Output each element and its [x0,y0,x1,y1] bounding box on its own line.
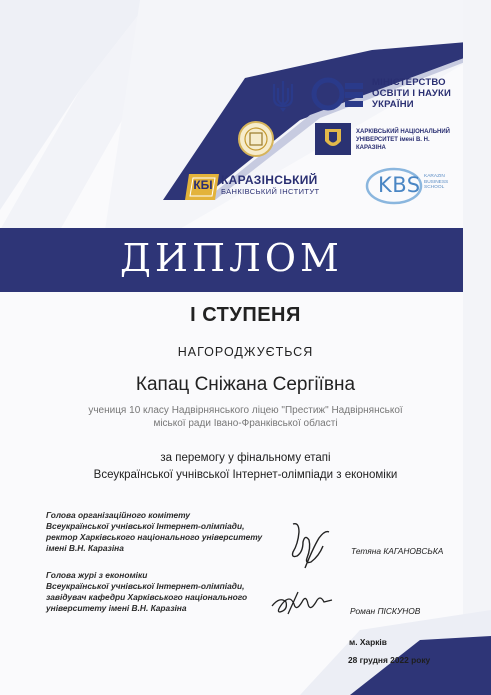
university-crest-icon [313,121,353,157]
degree-heading: І СТУПЕНЯ [190,304,301,326]
victory-text [0,450,491,484]
signatory-1-line-1: Голова організаційного комітету [46,510,191,520]
university-line-2: УНІВЕРСИТЕТ імені В. Н. КАРАЗІНА [356,137,430,151]
ministry-mark-icon [311,77,369,111]
kbs-name [424,174,464,191]
trident-icon [268,78,298,114]
signatory-1-name: Тетяна КАГАНОВСЬКА [351,546,444,556]
ministry-name [372,77,462,110]
signatory-1-line-4: імені В.Н. Каразіна [46,543,124,553]
ministry-line-1: МІНІСТЕРСТВО [372,77,446,88]
kbs-mark: KBS [378,173,421,197]
signatory-1-title [46,510,286,554]
awarded-label: НАГОРОДЖУЄТЬСЯ [177,345,314,359]
diploma-title: ДИПЛОМ [120,236,343,280]
signatory-2-line-1: Голова журі з економіки [46,570,148,580]
kbi-mark: КБІ [193,178,213,192]
ministry-line-3: УКРАЇНИ [372,99,414,110]
issue-date: 28 грудня 2022 року [348,655,431,665]
kbs-line-2: BUSINESS [424,179,449,185]
university-line-1: ХАРКІВСЬКИЙ НАЦІОНАЛЬНИЙ [356,129,450,135]
ministry-line-2: ОСВІТИ І НАУКИ [372,88,451,99]
university-seal-icon [236,120,276,158]
victory-line-1: за перемогу у фінальному етапі [160,452,331,464]
student-description [0,404,491,430]
signatory-2-name: Роман ПІСКУНОВ [350,606,421,616]
signatory-1-line-3: ректор Харківського національного університету [46,532,263,542]
signatory-2-line-3: завідувач кафедри Харківського національного [46,592,248,602]
kbi-subtitle: БАНКІВСЬКИЙ ІНСТИТУТ [221,187,320,196]
victory-line-2: Всеукраїнської учнівської Інтернет-олімпіади з економіки [93,469,398,481]
kbs-line-1: KARAZIN [424,174,445,179]
student-line-1: учениця 10 класу Надвірнянського ліцею "Престиж" Надвірнянської [88,405,403,416]
place: м. Харків [349,637,387,647]
signatory-2-line-4: університету імені В.Н. Каразіна [46,603,187,613]
university-name [356,128,456,152]
signature-2-icon [268,588,338,618]
kbs-line-3: SCHOOL [424,185,445,191]
signature-1-icon [285,518,335,574]
signatory-2-title [46,570,286,614]
kbi-title: КАРАЗІНСЬКИЙ [221,173,318,187]
signatory-1-line-2: Всеукраїнської учнівської Інтернет-олімпіади, [46,521,245,531]
student-line-2: міської ради Івано-Франківської області [153,418,338,429]
signatory-2-line-2: Всеукраїнської учнівської Інтернет-олімпіади, [46,581,245,591]
recipient-name: Капац Сніжана Сергіївна [135,374,356,395]
